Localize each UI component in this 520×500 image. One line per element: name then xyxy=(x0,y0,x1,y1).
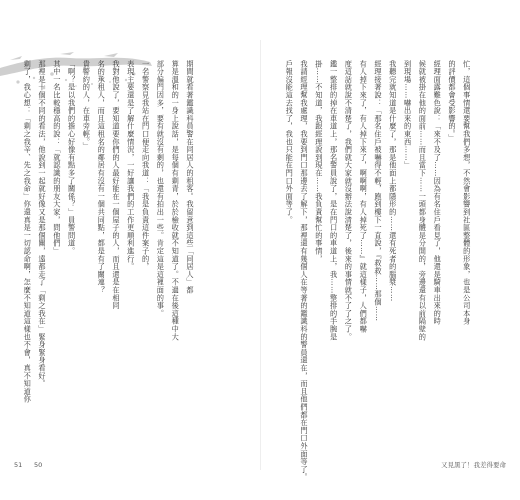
text-column: 經理面露難色說：「來不及了……因為有名住戶看見了，他還是騎車出來的時 xyxy=(433,60,443,326)
text-column: 表現主要還是了解什麼情況，一好讓我們的工作更順利進行。 xyxy=(126,60,136,271)
text-column: 到現場……嚇出來的東西……」 xyxy=(403,60,413,170)
page-number-left: 51 xyxy=(14,461,23,469)
text-column: 經理接著說：「那名住戶被嚇得不輕，跑到樓下一直說，『救救……那個…… xyxy=(373,60,383,322)
text-column: 忙，這個事情還要幫我們多想，不然會影響到社區整體的形象，也是公司本身 xyxy=(462,60,472,326)
text-column: 我聽完就知道是什麼了，那是他面上都隱形的……還有死者的腦漿…… xyxy=(388,60,398,302)
left-page-text xyxy=(24,60,194,425)
text-column: 那裡是十個不同的看法，他說到一起就好像又是那個關，遠都走了「剩之我在」緊身緊身看好。 xyxy=(38,60,47,388)
text-column: 期間就看著鑑識科員警在同居人的租客。我留意到這些「同居人」都 xyxy=(185,60,195,294)
text-column: 名的承租人，而且這租名的鄰居有沒有一個共同點，都是有了關連？ xyxy=(97,60,107,294)
gutter-divider xyxy=(260,40,261,470)
text-column: 我請經理幫我處理，我要到門口那邊去了解下，那裡還有幾個人在等著的鑑識科的警員還在，而且他們都在門口外面等了。 xyxy=(300,60,309,482)
right-page xyxy=(262,0,520,500)
running-head: 又見黑了！我差得要命 xyxy=(441,461,506,469)
text-column: 候就被掛在他的面前……而且當下……一頭都身體是分開的，旁邊還有以前隔壁的 xyxy=(418,60,428,341)
text-column: 其中一名比較穩高的說：「就認識的朋友大家，問他們」 xyxy=(52,60,62,255)
text-column: 的評價都會受影響的。」 xyxy=(447,60,457,143)
text-column: 算是溫和的一身上說話，是每個有剩青，於於檢收就不知道了。不過在後這種中大 xyxy=(171,60,181,341)
text-column: 剩了，我心想：「剩之我辛、先之我命」你還真是一切認命啊，怎麼不知道這樣也不會，真不知道你 xyxy=(23,60,33,404)
text-column: 有人掉下來了，有人掉下來了，啊啊啊，有人掉死了……』就這樣子，人們都嚇 xyxy=(359,60,369,333)
text-column: 部分偏門因多，要有就沒有剩的，也還有拍出一些。肯定這是這裡面的事。 xyxy=(156,60,166,318)
text-column: 戶報沒能這去找了，我也只能在門口外面等了。 xyxy=(285,60,295,224)
text-column: 掛……不知道，我跟經理說到現在……我負責幫忙的事情， xyxy=(314,60,324,263)
page-number-right: 50 xyxy=(34,461,43,469)
text-column: 鑑一整排的掉在車道上，那名警員說了，是在門口的車道上，我……整排的手腕是 xyxy=(329,60,339,341)
text-column: 一名警察見我站在門口便走向我道：「我是負責這件案子的， xyxy=(141,60,151,271)
text-column: 度這話就說不清楚了，我們就大家就沒辦法說清楚了，後來的事情就不了了之了。 xyxy=(344,60,354,341)
text-column: 貴警約的人，在車旁輕。」 xyxy=(82,60,92,150)
text-column: 「啊？是以我們的擔心好像有點多了關係？」員警問道。 xyxy=(67,60,77,255)
right-page-text xyxy=(285,60,472,482)
text-column: 我對他說了，要知道要你們的人最好能在一個屋子的人，而且還是在相同 xyxy=(111,60,121,310)
